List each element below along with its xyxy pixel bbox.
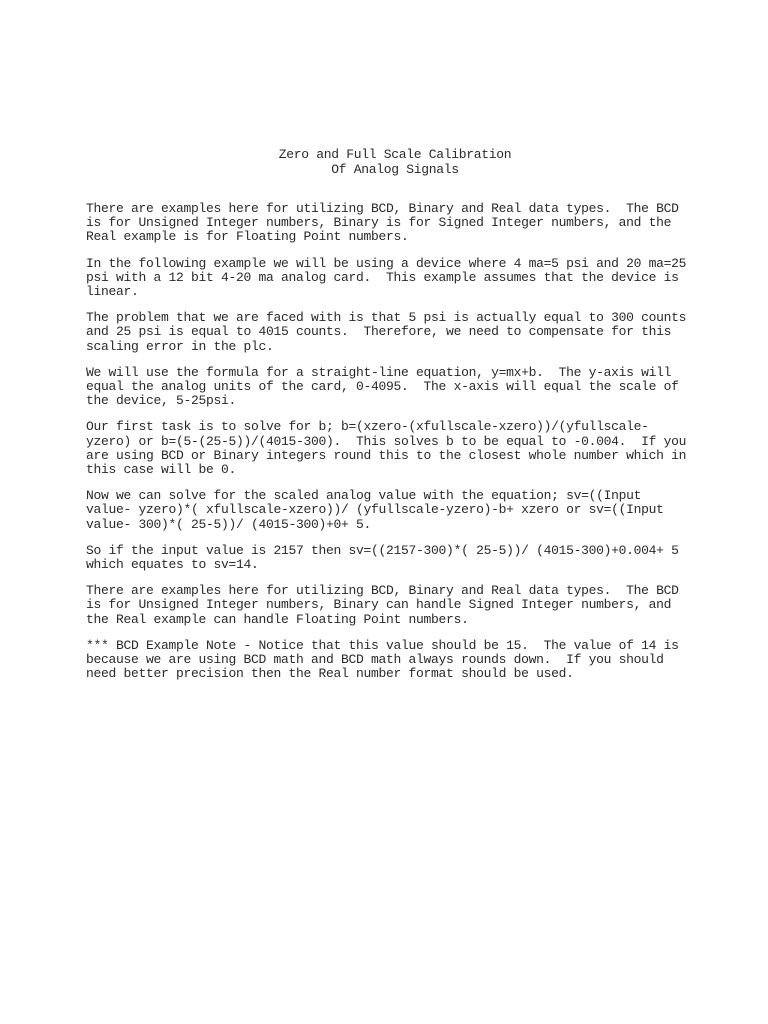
text-line: the Real example can handle Floating Point numbers. — [86, 611, 469, 627]
document-body — [86, 202, 716, 693]
paragraph-problem — [86, 311, 716, 354]
paragraph-solve-b — [86, 420, 716, 477]
title-line-1: Zero and Full Scale Calibration — [278, 147, 512, 162]
text-line: value- yzero)*( xfullscale-xzero))/ (yfullscale-yzero)-b+ xzero or sv=((Input — [86, 502, 664, 518]
paragraph-formula — [86, 366, 716, 409]
paragraph-bcd-note — [86, 639, 716, 682]
text-line: Real example is for Floating Point numbers. — [86, 229, 409, 245]
text-line: value- 300)*( 25-5))/ (4015-300)+0+ 5. — [86, 516, 372, 532]
text-line: Our first task is to solve for b; b=(xzero-(xfullscale-xzero))/(yfullscale- — [86, 419, 649, 435]
text-line: The problem that we are faced with is that 5 psi is actually equal to 300 counts — [86, 310, 687, 326]
text-line: are using BCD or Binary integers round this to the closest whole number which in — [86, 447, 687, 463]
text-line: So if the input value is 2157 then sv=((2157-300)*( 25-5))/ (4015-300)+0.004+ 5 — [86, 542, 679, 558]
text-line: need better precision then the Real number format should be used. — [86, 666, 574, 682]
text-line: is for Unsigned Integer numbers, Binary can handle Signed Integer numbers, and — [86, 597, 672, 613]
text-line: psi with a 12 bit 4-20 ma analog card. This example assumes that the device is — [86, 269, 679, 285]
document-title — [0, 147, 768, 177]
text-line: this case will be 0. — [86, 462, 237, 478]
text-line: There are examples here for utilizing BCD, Binary and Real data types. The BCD — [86, 583, 679, 599]
text-line: linear. — [86, 284, 139, 300]
text-line: yzero) or b=(5-(25-5))/(4015-300). This solves b to be equal to -0.004. If you — [86, 433, 687, 449]
text-line: the device, 5-25psi. — [86, 393, 237, 409]
text-line: Now we can solve for the scaled analog value with the equation; sv=((Input — [86, 488, 642, 504]
paragraph-device-example — [86, 257, 716, 300]
paragraph-data-types-intro — [86, 202, 716, 245]
text-line: and 25 psi is equal to 4015 counts. Therefore, we need to compensate for this — [86, 324, 672, 340]
paragraph-input-example — [86, 544, 716, 572]
paragraph-scaled-value — [86, 489, 716, 532]
text-line: equal the analog units of the card, 0-4095. The x-axis will equal the scale of — [86, 379, 679, 395]
text-line: We will use the formula for a straight-line equation, y=mx+b. The y-axis will — [86, 364, 672, 380]
text-line: In the following example we will be using a device where 4 ma=5 psi and 20 ma=25 — [86, 255, 687, 271]
text-line: scaling error in the plc. — [86, 338, 274, 354]
text-line: There are examples here for utilizing BCD, Binary and Real data types. The BCD — [86, 201, 679, 216]
text-line: *** BCD Example Note - Notice that this value should be 15. The value of 14 is — [86, 637, 679, 653]
paragraph-data-types-repeat — [86, 584, 716, 627]
text-line: because we are using BCD math and BCD math always rounds down. If you should — [86, 652, 664, 668]
text-line: is for Unsigned Integer numbers, Binary is for Signed Integer numbers, and the — [86, 215, 672, 231]
text-line: which equates to sv=14. — [86, 557, 259, 573]
title-line-2: Of Analog Signals — [331, 162, 459, 177]
